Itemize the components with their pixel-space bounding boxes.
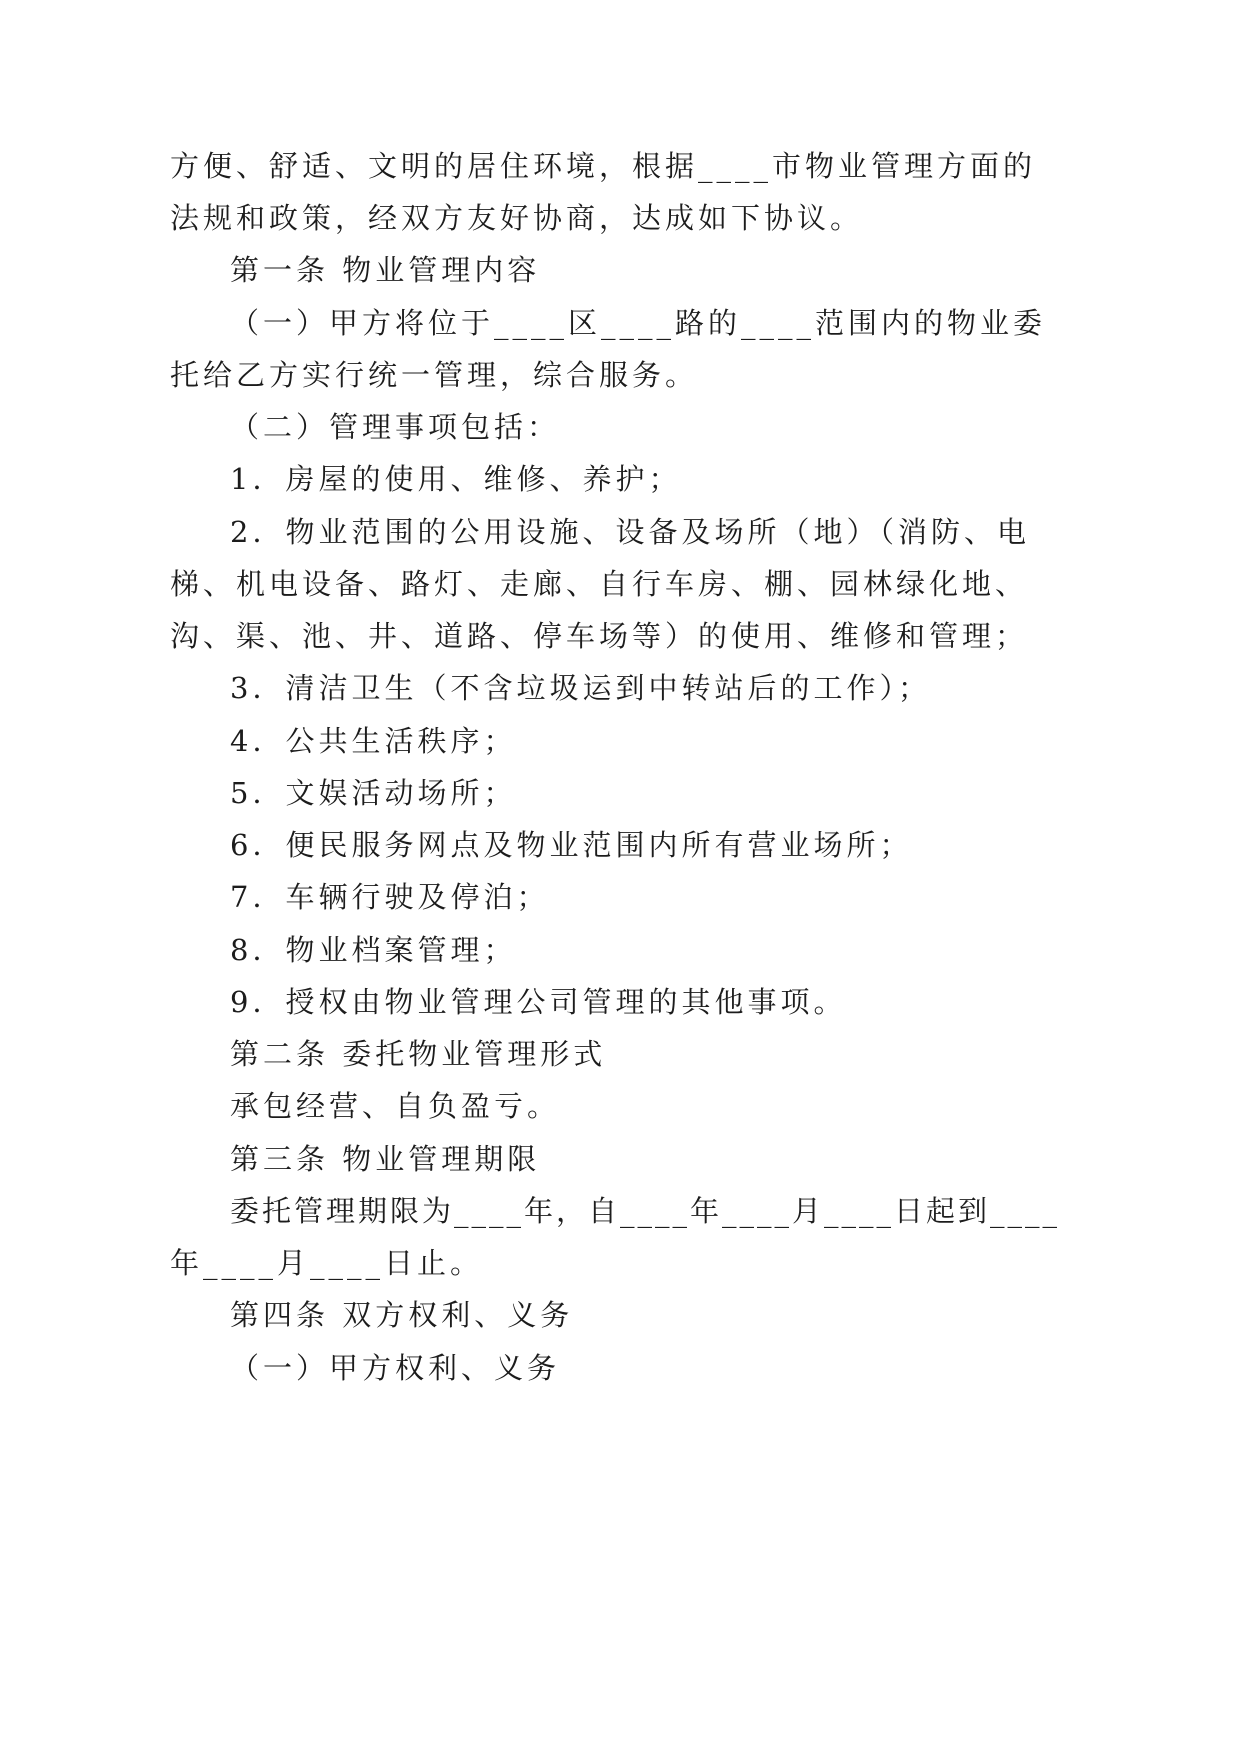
text-line: 方便、舒适、文明的居住环境，根据____市物业管理方面的 xyxy=(170,149,1037,183)
text-line: 委托管理期限为____年，自____年____月____日起到____ xyxy=(230,1194,1061,1228)
list-item: 5．文娱活动场所； xyxy=(230,776,517,810)
section-heading-2: 第二条 委托物业管理形式 xyxy=(230,1037,607,1071)
text-line: 沟、渠、池、井、道路、停车场等）的使用、维修和管理； xyxy=(170,619,1029,653)
section-heading-1: 第一条 物业管理内容 xyxy=(230,253,541,287)
list-item: 8．物业档案管理； xyxy=(230,933,517,967)
list-item: 6．便民服务网点及物业范围内所有营业场所； xyxy=(230,828,913,862)
text-line: 年____月____日止。 xyxy=(170,1246,484,1280)
list-item: 3．清洁卫生（不含垃圾运到中转站后的工作）； xyxy=(230,671,931,705)
text-line: 法规和政策，经双方友好协商，达成如下协议。 xyxy=(170,201,864,235)
section-heading-4: 第四条 双方权利、义务 xyxy=(230,1298,574,1332)
text-line: 承包经营、自负盈亏。 xyxy=(230,1089,561,1123)
text-line: （一）甲方将位于____区____路的____范围内的物业委 xyxy=(230,306,1047,340)
text-line: 托给乙方实行统一管理，综合服务。 xyxy=(170,358,699,392)
section-heading-3: 第三条 物业管理期限 xyxy=(230,1142,541,1176)
list-item: 2．物业范围的公用设施、设备及场所（地）（消防、电 xyxy=(230,515,1030,549)
list-item: 4．公共生活秩序； xyxy=(230,724,517,758)
list-item: 7．车辆行驶及停泊； xyxy=(230,880,550,914)
subsection-heading: （一）甲方权利、义务 xyxy=(230,1351,561,1385)
list-item: 1．房屋的使用、维修、养护； xyxy=(230,462,682,496)
text-line: 梯、机电设备、路灯、走廊、自行车房、棚、园林绿化地、 xyxy=(170,567,1029,601)
list-item: 9．授权由物业管理公司管理的其他事项。 xyxy=(230,985,847,1019)
subsection-heading: （二）管理事项包括： xyxy=(230,410,561,444)
